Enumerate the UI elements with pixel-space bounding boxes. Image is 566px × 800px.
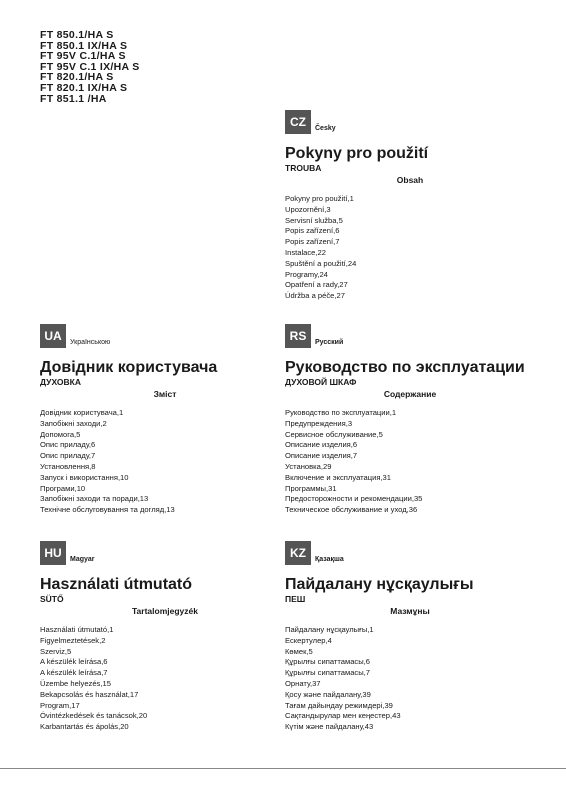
toc-entry[interactable]: Опис приладу,7 <box>40 451 96 461</box>
toc-entry[interactable]: Запуск і використання,10 <box>40 472 129 482</box>
toc-entry[interactable]: Қосу және пайдалану,39 <box>285 689 371 699</box>
manual-title: Пайдалану нұсқаулығы <box>285 576 474 593</box>
toc-entry[interactable]: Установка,29 <box>285 461 332 471</box>
appliance-type: ДУХОВОЙ ШКАФ <box>285 377 357 387</box>
manual-title: Pokyny pro použití <box>285 145 429 162</box>
language-code-badge: KZ <box>285 541 311 565</box>
contents-heading: Obsah <box>396 175 424 185</box>
toc-entry[interactable]: Szerviz,5 <box>40 646 72 656</box>
toc-entry[interactable]: Описание изделия,7 <box>285 451 358 461</box>
toc-entry[interactable]: Програми,10 <box>40 483 86 493</box>
toc-entry[interactable]: Figyelmeztetések,2 <box>40 635 106 645</box>
contents-heading: Мазмұны <box>390 606 430 616</box>
toc-entry[interactable]: Használati útmutató,1 <box>40 625 114 634</box>
language-name: Українською <box>70 339 111 346</box>
toc-entry[interactable]: Program,17 <box>40 700 80 710</box>
appliance-type: TROUBA <box>285 163 322 173</box>
toc-entry[interactable]: Руководство по эксплуатации,1 <box>285 408 397 417</box>
section-ua <box>40 324 290 516</box>
toc-entry[interactable]: Құрылғы сипаттамасы,6 <box>285 657 371 667</box>
table-of-contents <box>285 408 535 516</box>
language-name: Қазақша <box>315 556 344 563</box>
toc-entry[interactable]: Сервисное обслуживание,5 <box>285 429 383 439</box>
model-list <box>40 30 140 104</box>
toc-entry[interactable]: Spuštění a použití,24 <box>285 258 357 268</box>
model-number: FT 95V C.1/HA S <box>40 50 126 63</box>
toc-entry[interactable]: Instalace,22 <box>285 247 326 257</box>
language-header <box>285 541 535 567</box>
manual-title: Довідник користувача <box>40 359 218 376</box>
model-number: FT 850.1/HA S <box>40 29 114 41</box>
language-code-badge: RS <box>285 324 311 348</box>
toc-entry[interactable]: Тағам дайындау режимдері,39 <box>285 700 393 710</box>
table-of-contents <box>285 194 535 302</box>
table-of-contents <box>40 408 290 516</box>
toc-entry[interactable]: Сақтандырулар мен кеңестер,43 <box>285 711 401 721</box>
toc-entry[interactable]: Запобіжні заходи та поради,13 <box>40 494 149 504</box>
toc-entry[interactable]: Довідник користувача,1 <box>40 408 124 417</box>
toc-entry[interactable]: Ескертулер,4 <box>285 635 332 645</box>
toc-entry[interactable]: Орнату,37 <box>285 678 321 688</box>
language-name: Česky <box>315 125 336 132</box>
table-of-contents <box>40 625 290 733</box>
toc-entry[interactable]: Popis zařízení,6 <box>285 226 340 236</box>
section-rs <box>285 324 535 516</box>
toc-entry[interactable]: Программы,31 <box>285 483 337 493</box>
toc-entry[interactable]: Предупреждения,3 <box>285 418 353 428</box>
section-hu <box>40 541 290 733</box>
toc-entry[interactable]: Көмек,5 <box>285 646 313 656</box>
toc-entry[interactable]: Popis zařízení,7 <box>285 237 340 247</box>
language-name: Magyar <box>70 556 95 563</box>
page-divider <box>0 768 566 769</box>
toc-entry[interactable]: Karbantartás és ápolás,20 <box>40 722 129 732</box>
language-code-badge: CZ <box>285 110 311 134</box>
toc-entry[interactable]: Құрылғы сипаттамасы,7 <box>285 668 371 678</box>
toc-entry[interactable]: Описание изделия,6 <box>285 440 358 450</box>
manual-title: Használati útmutató <box>40 576 193 593</box>
toc-entry[interactable]: Programy,24 <box>285 269 328 279</box>
table-of-contents <box>285 625 535 733</box>
toc-entry[interactable]: Opatření a rady,27 <box>285 280 348 290</box>
model-number: FT 820.1 IX/HA S <box>40 81 128 94</box>
toc-entry[interactable]: A készülék leírása,6 <box>40 657 108 667</box>
toc-entry[interactable]: Upozornění,3 <box>285 204 331 214</box>
toc-entry[interactable]: Технічне обслуговування та догляд,13 <box>40 505 175 515</box>
toc-entry[interactable]: Допомога,5 <box>40 429 81 439</box>
appliance-type: ПЕШ <box>285 594 306 604</box>
toc-entry[interactable]: Údržba a péče,27 <box>285 291 345 301</box>
section-kz <box>285 541 535 733</box>
language-header <box>285 110 535 136</box>
model-number: FT 851.1 /HA <box>40 92 107 105</box>
language-header <box>40 324 290 350</box>
contents-heading: Зміст <box>153 389 177 399</box>
model-number: FT 850.1 IX/HA S <box>40 39 128 52</box>
toc-entry[interactable]: Пайдалану нұсқаулығы,1 <box>285 625 374 634</box>
toc-entry[interactable]: Üzembe helyezés,15 <box>40 678 111 688</box>
toc-entry[interactable]: Óvintézkedések és tanácsok,20 <box>40 711 148 721</box>
toc-entry[interactable]: Техническое обслуживание и уход,36 <box>285 505 418 515</box>
appliance-type: ДУХОВКА <box>40 377 81 387</box>
toc-entry[interactable]: Установлення,8 <box>40 461 96 471</box>
manual-title: Руководство по эксплуатации <box>285 359 525 376</box>
toc-entry[interactable]: Запобіжні заходи,2 <box>40 418 107 428</box>
toc-entry[interactable]: Pokyny pro použití,1 <box>285 194 354 203</box>
language-header <box>40 541 290 567</box>
toc-entry[interactable]: Servisní služba,5 <box>285 215 343 225</box>
contents-heading: Tartalomjegyzék <box>132 606 198 616</box>
toc-entry[interactable]: Күтім және пайдалану,43 <box>285 722 374 732</box>
language-code-badge: UA <box>40 324 66 348</box>
toc-entry[interactable]: Bekapcsolás és használat,17 <box>40 689 139 699</box>
toc-entry[interactable]: Включение и эксплуатация,31 <box>285 472 391 482</box>
language-header <box>285 324 535 350</box>
contents-heading: Содержание <box>383 389 437 399</box>
model-number: FT 820.1/HA S <box>40 71 114 84</box>
appliance-type: SÜTŐ <box>40 594 64 604</box>
language-code-badge: HU <box>40 541 66 565</box>
section-cz <box>285 110 535 302</box>
toc-entry[interactable]: A készülék leírása,7 <box>40 668 108 678</box>
toc-entry[interactable]: Предосторожности и рекомендации,35 <box>285 494 423 504</box>
language-name: Русский <box>315 339 344 346</box>
toc-entry[interactable]: Опис приладу,6 <box>40 440 96 450</box>
model-number: FT 95V C.1 IX/HA S <box>40 60 140 73</box>
